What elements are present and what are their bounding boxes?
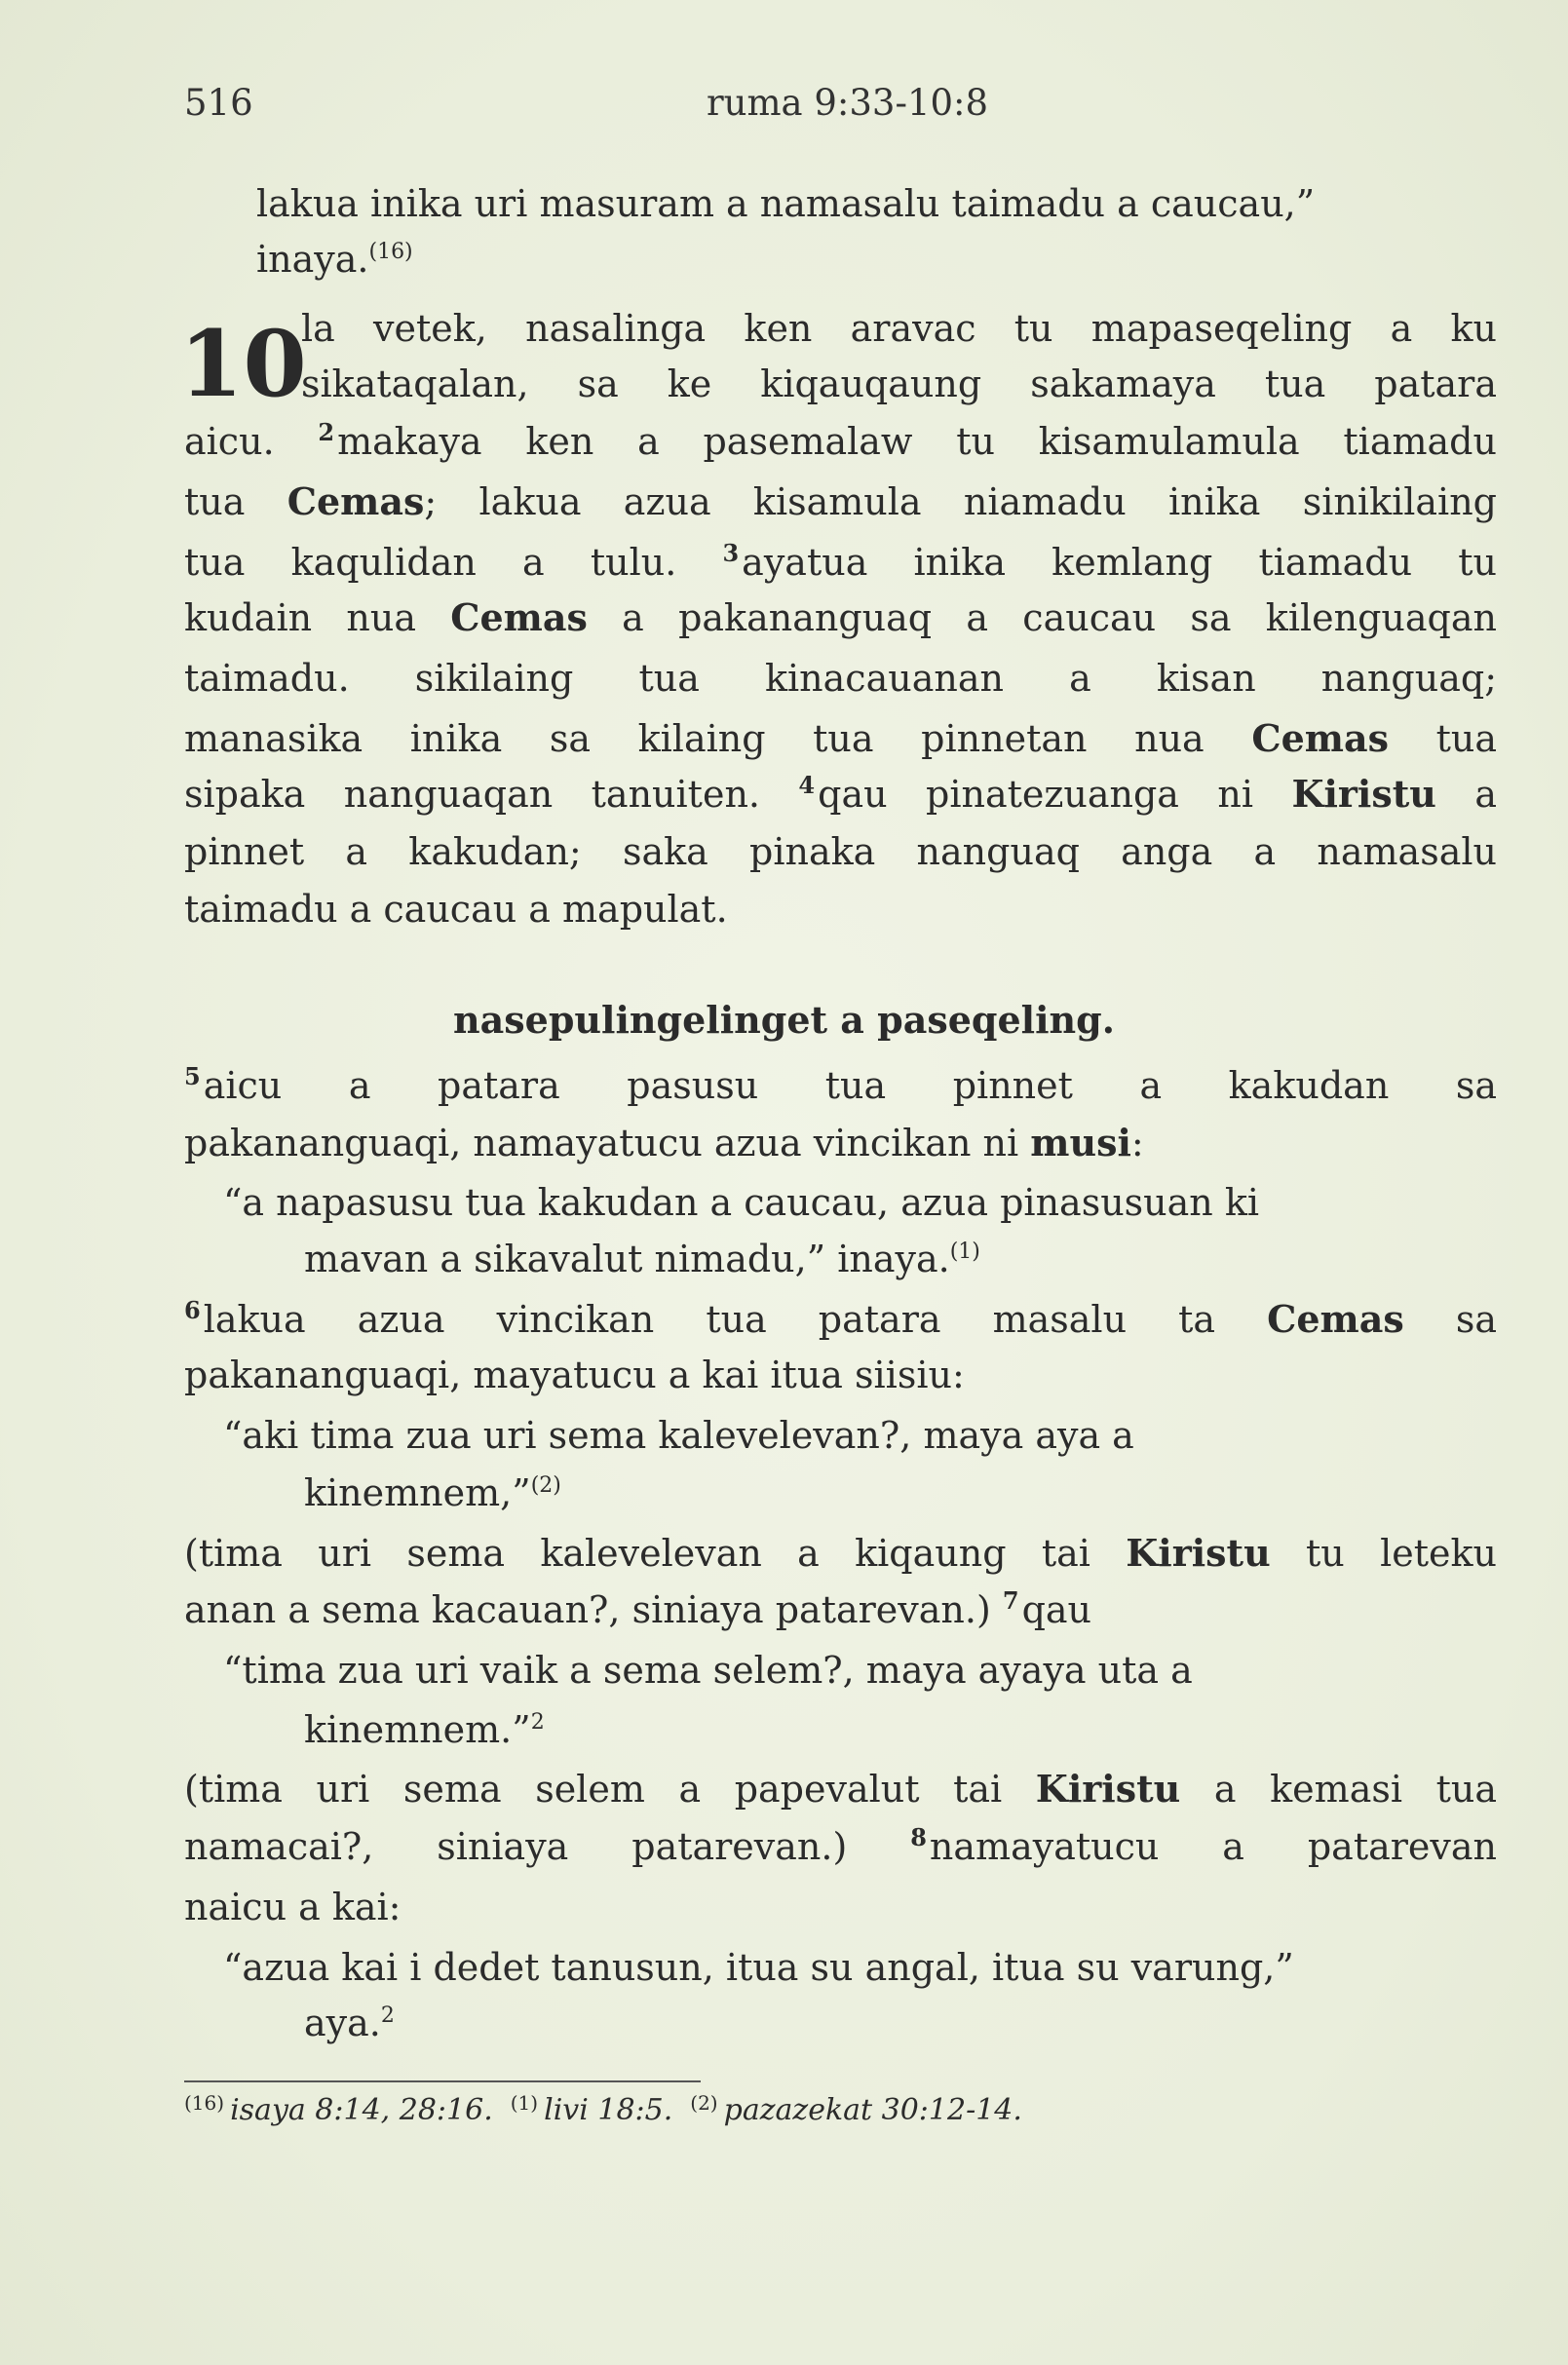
text-span: taimadu. sikilaing tua kinacauanan a kisan nanguaq;	[184, 657, 1497, 700]
footnote-mark: (2)	[690, 2091, 718, 2115]
text-span: (tima uri sema kalevelevan a kiqaung tai	[184, 1532, 1127, 1575]
text-span: lakua inika uri masuram a namasalu taimadu a caucau,”	[256, 182, 1316, 225]
footnote-reference: livi 18:5.	[544, 2093, 673, 2127]
text-span: qau pinatezuanga ni	[818, 773, 1292, 816]
text-line	[223, 1646, 1193, 1695]
footnote-marker: (1)	[949, 1240, 980, 1264]
bold-name: Kiristu	[1126, 1531, 1271, 1575]
text-span: aya.	[304, 2002, 381, 2044]
text-span: :	[1130, 1122, 1144, 1164]
text-line	[184, 1765, 1497, 1813]
text-span: mavan a sikavalut nimadu,” inaya.	[304, 1238, 950, 1280]
text-line	[184, 477, 1497, 526]
text-line	[184, 1529, 1497, 1578]
text-line	[184, 1351, 965, 1399]
bold-name: musi	[1030, 1121, 1131, 1164]
text-line	[304, 1705, 545, 1754]
text-line	[184, 714, 1497, 763]
text-span: tua	[184, 480, 287, 523]
footnote	[511, 2093, 673, 2127]
text-line	[223, 1943, 1294, 1992]
text-line	[184, 1883, 402, 1931]
text-line	[184, 417, 1497, 466]
bold-name: Cemas	[450, 595, 588, 639]
text-line	[184, 770, 1497, 819]
text-span: manasika inika sa kilaing tua pinnetan nua	[184, 717, 1252, 760]
text-line	[304, 1469, 561, 1517]
text-line	[184, 593, 1497, 642]
bold-name: Cemas	[1267, 1297, 1404, 1341]
text-span: tu leteku	[1270, 1532, 1497, 1575]
verse-number: 3	[722, 539, 740, 567]
text-line	[184, 827, 1497, 876]
text-span: “azua kai i dedet tanusun, itua su angal, itua su varung,”	[223, 1946, 1294, 1989]
text-line	[301, 304, 1497, 353]
text-span: makaya ken a pasemalaw tu kisamulamula tiamadu	[337, 420, 1497, 463]
text-line	[304, 1235, 980, 1283]
text-span: sipaka nanguaqan tanuiten.	[184, 773, 799, 816]
text-span: a pakananguaq a caucau sa kilenguaqan	[587, 596, 1497, 639]
text-span: inaya.	[256, 238, 369, 281]
text-span: lakua azua vincikan tua patara masalu ta	[203, 1298, 1268, 1341]
text-span: pakananguaqi, mayatucu a kai itua siisiu:	[184, 1354, 965, 1396]
text-span: tua kaqulidan a tulu.	[184, 541, 723, 584]
bold-name: Cemas	[287, 479, 425, 523]
text-span: pakananguaqi, namayatucu azua vincikan ni	[184, 1122, 1031, 1164]
footnote-mark: (1)	[510, 2091, 539, 2115]
page-number: 516	[184, 82, 253, 124]
text-span: a kemasi tua	[1180, 1768, 1497, 1811]
footnote-mark: (16)	[184, 2091, 225, 2115]
footnote-divider	[184, 2080, 701, 2082]
text-span: aicu a patara pasusu tua pinnet a kakudan sa	[203, 1064, 1497, 1107]
text-span: sa	[1403, 1298, 1497, 1341]
text-line	[223, 1178, 1259, 1227]
text-line	[256, 235, 413, 284]
text-span: kudain nua	[184, 596, 451, 639]
verse-number: 4	[798, 771, 816, 799]
text-span: (tima uri sema selem a papevalut tai	[184, 1768, 1036, 1811]
footnote-marker: 2	[380, 2003, 395, 2028]
text-span: ayatua inika kemlang tiamadu tu	[742, 541, 1497, 584]
footnote	[184, 2093, 493, 2127]
text-span: aicu.	[184, 420, 319, 463]
text-line	[301, 360, 1497, 408]
section-heading: nasepulingelinget a paseqeling.	[453, 998, 1115, 1042]
text-span: la vetek, nasalinga ken aravac tu mapaseqeling a ku	[301, 307, 1497, 350]
text-span: qau	[1021, 1588, 1092, 1631]
text-line	[184, 1585, 1091, 1634]
bold-name: Cemas	[1251, 716, 1389, 760]
footnote-reference: isaya 8:14, 28:16.	[230, 2093, 493, 2127]
text-span: kinemnem,”	[304, 1471, 531, 1514]
text-line	[184, 1061, 1497, 1110]
bold-name: Kiristu	[1035, 1767, 1181, 1811]
text-span: ; lakua azua kisamula niamadu inika sinikilaing	[424, 480, 1498, 523]
footnote-marker: (16)	[368, 240, 413, 264]
text-span: naicu a kai:	[184, 1886, 402, 1928]
text-span: namayatucu a patarevan	[929, 1825, 1497, 1868]
verse-number: 2	[318, 418, 335, 446]
verse-number: 5	[184, 1062, 201, 1090]
footnote-reference: pazazekat 30:12-14.	[723, 2093, 1022, 2127]
text-line	[256, 179, 1315, 228]
text-span: “tima zua uri vaik a sema selem?, maya ayaya uta a	[223, 1649, 1193, 1692]
text-span: pinnet a kakudan; saka pinaka nanguaq anga a namasalu	[184, 830, 1497, 873]
running-title: ruma 9:33-10:8	[706, 82, 989, 124]
footnote-marker: (2)	[530, 1473, 561, 1498]
verse-number: 6	[184, 1296, 201, 1324]
footnotes	[184, 2091, 1040, 2130]
text-span: namacai?, siniaya patarevan.)	[184, 1825, 911, 1868]
text-span: “a napasusu tua kakudan a caucau, azua pinasusuan ki	[223, 1181, 1260, 1224]
text-span: anan a sema kacauan?, siniaya patarevan.)	[184, 1588, 1003, 1631]
text-line	[184, 1822, 1497, 1871]
text-line	[184, 654, 1497, 703]
verse-number: 8	[910, 1823, 927, 1851]
text-span: “aki tima zua uri sema kalevelevan?, maya aya a	[223, 1414, 1134, 1457]
verse-number: 7	[1002, 1586, 1019, 1615]
text-line	[223, 1411, 1134, 1460]
footnote	[690, 2093, 1022, 2127]
text-line	[184, 1119, 1144, 1167]
text-span: kinemnem.”	[304, 1708, 531, 1751]
footnote-marker: 2	[530, 1710, 545, 1735]
chapter-number: 10	[179, 311, 307, 418]
text-line	[304, 1999, 395, 2047]
text-span: taimadu a caucau a mapulat.	[184, 888, 728, 931]
text-span: sikataqalan, sa ke kiqauqaung sakamaya tua patara	[301, 362, 1497, 405]
text-span: a	[1435, 773, 1498, 816]
text-line	[184, 538, 1497, 587]
text-line	[184, 885, 728, 934]
bold-name: Kiristu	[1291, 772, 1436, 816]
text-line	[184, 1295, 1497, 1344]
text-span: tua	[1388, 717, 1497, 760]
